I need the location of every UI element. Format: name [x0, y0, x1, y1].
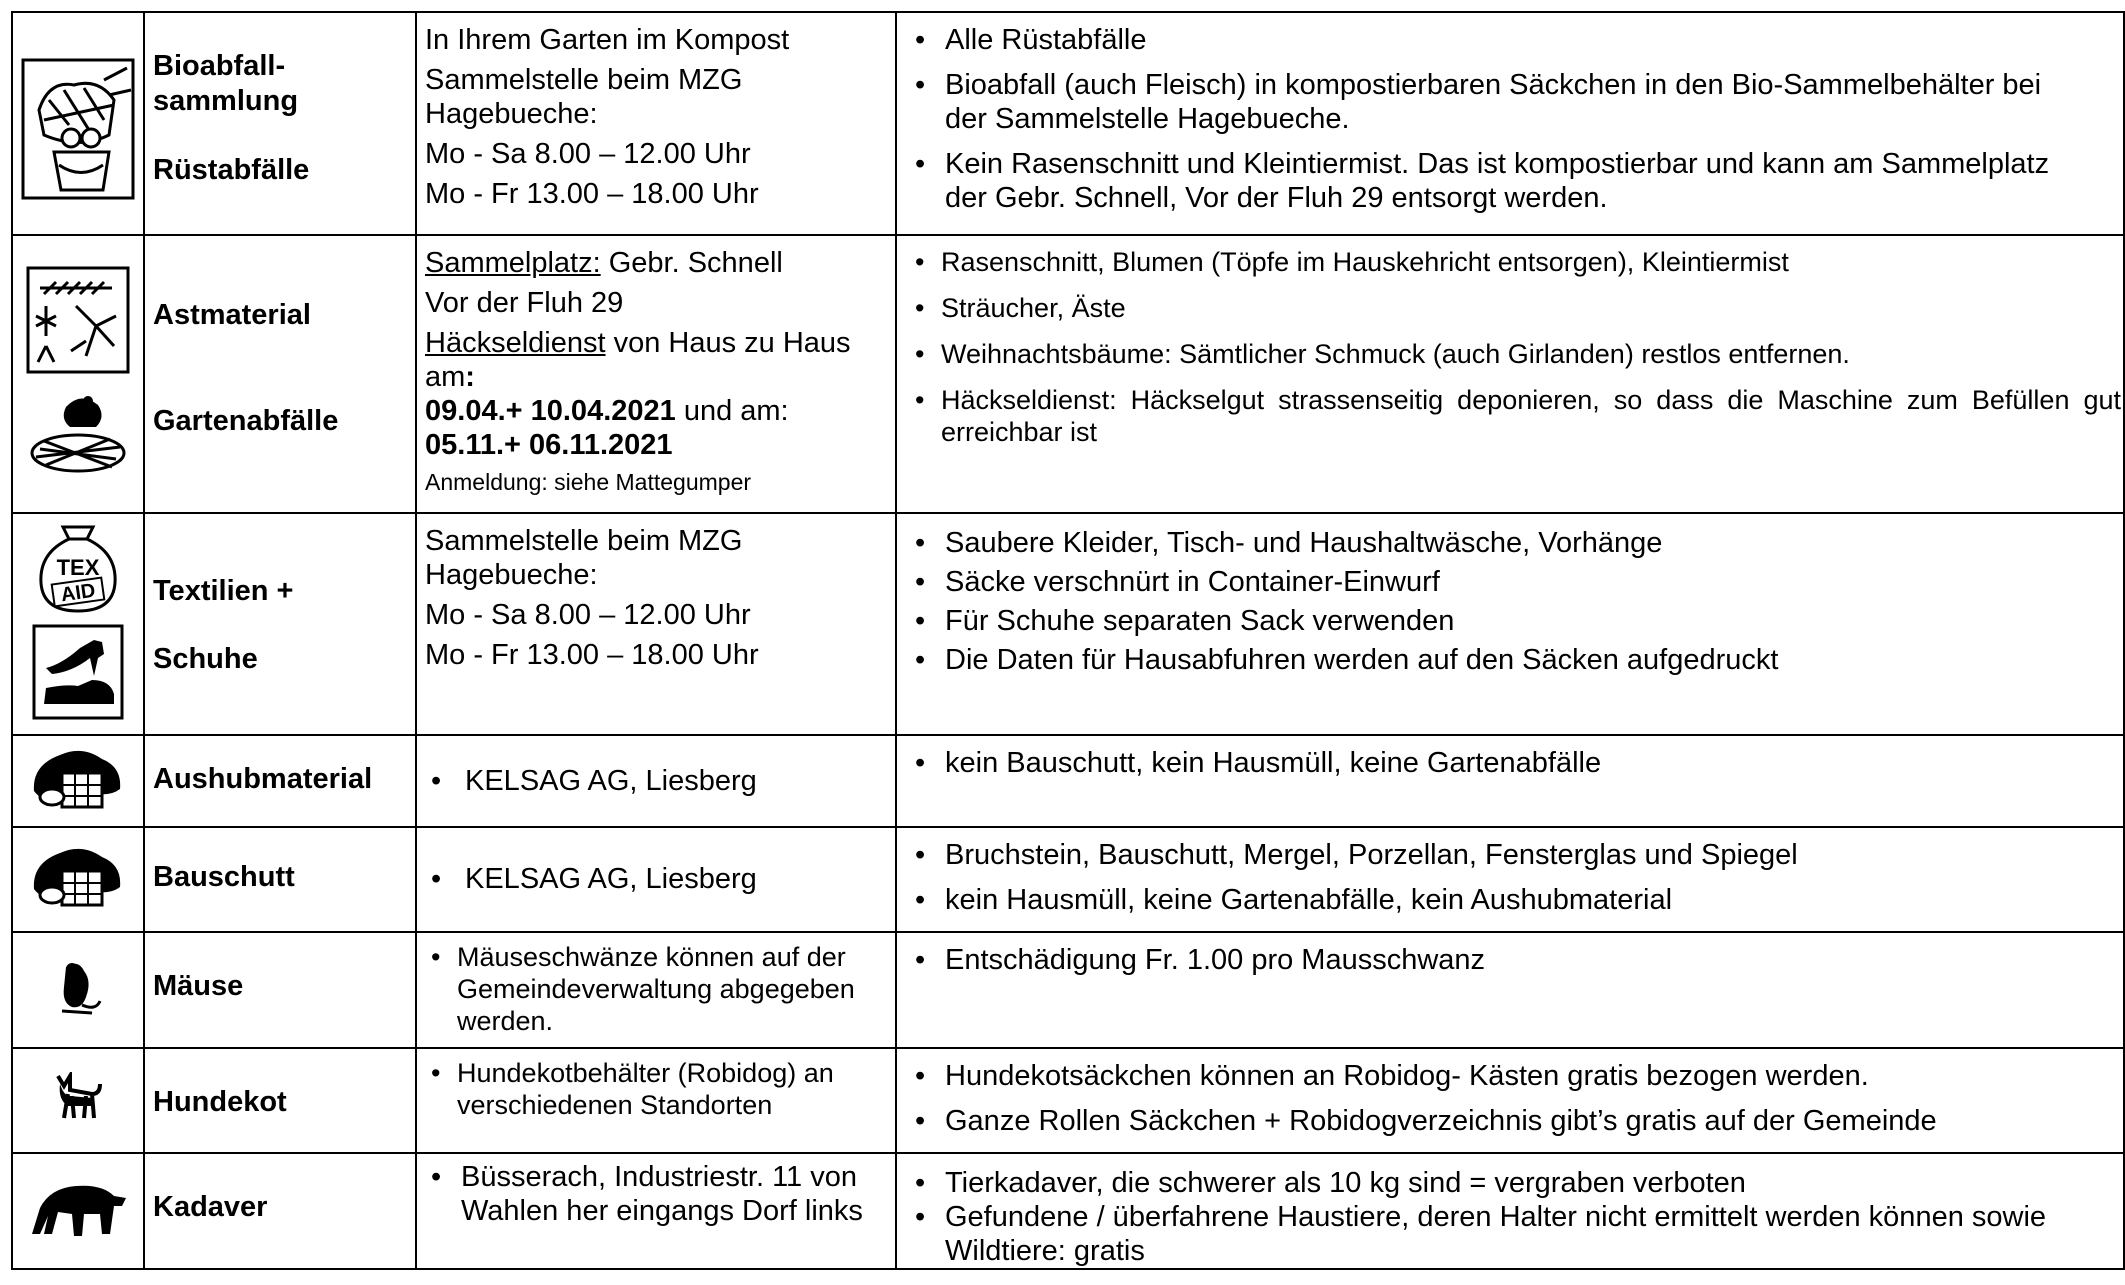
details-list — [909, 1166, 2123, 1268]
rubble-icon — [30, 843, 126, 911]
details-cell — [896, 1153, 2124, 1269]
details-cell — [896, 932, 2124, 1048]
category-title: Kadaver — [153, 1191, 268, 1223]
list-item: • Gefundene / überfahrene Haustiere, deren Halter nicht ermittelt werden können sowie Wildtiere: gratis — [909, 1200, 2123, 1268]
place-name: Gebr. Schnell — [600, 247, 783, 279]
location-text: In Ihrem Garten im Kompost — [425, 24, 790, 56]
dog-icon — [52, 1072, 104, 1124]
list-item: • Säcke verschnürt in Container-Einwurf — [909, 563, 2123, 602]
opening-hours: Mo - Sa 8.00 – 12.00 Uhr — [425, 599, 751, 631]
category-cell — [144, 1048, 416, 1153]
location-cell — [416, 235, 896, 513]
location-list — [425, 1057, 891, 1121]
list-item: • Saubere Kleider, Tisch- und Haushaltwäsche, Vorhänge — [909, 524, 2123, 563]
icon-cell — [12, 513, 144, 735]
details-cell — [896, 827, 2124, 932]
service-text — [425, 326, 891, 394]
category-cell — [144, 735, 416, 827]
category-line: Bioabfall- — [153, 50, 286, 82]
icon-cell — [12, 1153, 144, 1269]
rubble-icon — [30, 745, 126, 813]
table-row — [12, 12, 2124, 235]
location-list — [425, 862, 891, 896]
waste-disposal-table — [11, 11, 2125, 1270]
details-list — [909, 246, 2123, 448]
location-cell — [416, 12, 896, 235]
list-item: • Alle Rüstabfälle — [909, 23, 2123, 57]
icon-cell — [12, 827, 144, 932]
list-item: • Bioabfall (auch Fleisch) in kompostierbaren Säckchen in den Bio-Sammelbehälter bei der Sammelstelle Hagebueche. — [909, 68, 2123, 136]
list-item: • Häckseldienst: Häckselgut strassenseitig deponieren, so dass die Maschine zum Befüllen gut erreichbar ist — [909, 384, 2123, 448]
opening-hours: Mo - Fr 13.00 – 18.00 Uhr — [425, 639, 759, 671]
location-cell — [416, 1153, 896, 1269]
branches-icon — [26, 266, 130, 374]
category-line: Gartenabfälle — [153, 405, 339, 437]
category-cell — [144, 513, 416, 735]
and-text: und am: — [675, 395, 789, 427]
details-list — [909, 746, 2123, 780]
details-list — [909, 23, 2123, 215]
list-item: • Weihnachtsbäume: Sämtlicher Schmuck (auch Girlanden) restlos entfernen. — [909, 338, 2123, 370]
category-line: Rüstabfälle — [153, 154, 310, 186]
texaid-bag-icon — [33, 523, 123, 615]
location-cell — [416, 932, 896, 1048]
details-cell — [896, 235, 2124, 513]
category-title — [153, 514, 415, 677]
shoes-icon — [32, 624, 124, 720]
details-list — [909, 943, 2123, 977]
category-line: Textilien + — [153, 575, 294, 607]
category-cell — [144, 827, 416, 932]
compost-bin-icon — [19, 40, 137, 202]
table-row — [12, 827, 2124, 932]
location-cell — [416, 513, 896, 735]
category-title: Hundekot — [153, 1086, 287, 1118]
table-row — [12, 1048, 2124, 1153]
list-item: • Tierkadaver, die schwerer als 10 kg sind = vergraben verboten — [909, 1166, 2123, 1200]
category-line: Schuhe — [153, 643, 258, 675]
place-label: Sammelplatz: — [425, 247, 601, 279]
location-text: Hagebueche: — [425, 559, 598, 591]
icon-cell — [12, 735, 144, 827]
service-rest: von Haus zu Haus am — [425, 327, 851, 393]
location-list — [425, 941, 891, 1037]
category-title — [153, 13, 415, 188]
icon-cell — [12, 932, 144, 1048]
icon-cell — [12, 1048, 144, 1153]
category-title: Mäuse — [153, 970, 244, 1002]
service-colon: : — [465, 361, 475, 393]
category-line: sammlung — [153, 85, 299, 117]
list-item: • Mäuseschwänze können auf der Gemeindeverwaltung abgegeben werden. — [425, 941, 891, 1037]
location-text — [425, 246, 891, 280]
mouse-icon — [52, 957, 104, 1019]
list-item: • Sträucher, Äste — [909, 292, 2123, 324]
category-cell — [144, 932, 416, 1048]
icon-text: AID — [59, 579, 97, 607]
category-title: Aushubmaterial — [153, 763, 373, 795]
date-line — [425, 394, 891, 428]
list-item: • KELSAG AG, Liesberg — [425, 764, 891, 798]
list-item: • Entschädigung Fr. 1.00 pro Mausschwanz — [909, 943, 2123, 977]
address-text: Vor der Fluh 29 — [425, 287, 624, 319]
location-list — [425, 764, 891, 798]
location-cell — [416, 1048, 896, 1153]
location-text: Sammelstelle beim MZG — [425, 525, 743, 557]
service-date: 05.11.+ 06.11.2021 — [425, 429, 673, 461]
list-item: • Ganze Rollen Säckchen + Robidogverzeichnis gibt’s gratis auf der Gemeinde — [909, 1104, 2123, 1138]
service-date: 09.04.+ 10.04.2021 — [425, 395, 676, 427]
details-list — [909, 1059, 2123, 1138]
details-cell — [896, 513, 2124, 735]
service-label: Häckseldienst — [425, 327, 606, 359]
category-title — [153, 236, 415, 439]
list-item: • kein Bauschutt, kein Hausmüll, keine Gartenabfälle — [909, 746, 2123, 780]
icon-cell — [12, 12, 144, 235]
details-cell — [896, 735, 2124, 827]
category-line: Astmaterial — [153, 299, 311, 331]
table-row — [12, 932, 2124, 1048]
icon-text: TEX — [56, 555, 100, 580]
category-cell — [144, 1153, 416, 1269]
list-item: • Für Schuhe separaten Sack verwenden — [909, 602, 2123, 641]
list-item: • Hundekotsäckchen können an Robidog- Kästen gratis bezogen werden. — [909, 1059, 2123, 1093]
list-item: • kein Hausmüll, keine Gartenabfälle, kein Aushubmaterial — [909, 883, 2123, 917]
opening-hours: Mo - Sa 8.00 – 12.00 Uhr — [425, 138, 751, 170]
list-item: • Kein Rasenschnitt und Kleintiermist. Das ist kompostierbar und kann am Sammelplatz der Gebr. Schnell, Vor der Fluh 29 entsorgt werden. — [909, 147, 2123, 215]
list-item: • Die Daten für Hausabfuhren werden auf den Säcken aufgedruckt — [909, 641, 2123, 680]
registration-note: Anmeldung: siehe Mattegumper — [425, 469, 752, 495]
garden-waste-icon — [26, 387, 130, 477]
list-item: • Büsserach, Industriestr. 11 von Wahlen her eingangs Dorf links — [425, 1160, 891, 1228]
table-row — [12, 1153, 2124, 1269]
table-row — [12, 513, 2124, 735]
list-item: • Rasenschnitt, Blumen (Töpfe im Hauskehricht entsorgen), Kleintiermist — [909, 246, 2123, 278]
details-cell — [896, 1048, 2124, 1153]
animal-carcass-icon — [26, 1178, 130, 1240]
location-list — [425, 1160, 891, 1228]
list-item: • Hundekotbehälter (Robidog) an verschiedenen Standorten — [425, 1057, 891, 1121]
category-cell — [144, 235, 416, 513]
list-item: • Bruchstein, Bauschutt, Mergel, Porzellan, Fensterglas und Spiegel — [909, 838, 2123, 872]
category-title: Bauschutt — [153, 861, 295, 893]
details-list — [909, 838, 2123, 917]
details-list — [909, 524, 2123, 680]
location-cell — [416, 827, 896, 932]
table-row — [12, 735, 2124, 827]
list-item: • KELSAG AG, Liesberg — [425, 862, 891, 896]
table-row — [12, 235, 2124, 513]
details-cell — [896, 12, 2124, 235]
location-text: Sammelstelle beim MZG — [425, 64, 743, 96]
opening-hours: Mo - Fr 13.00 – 18.00 Uhr — [425, 178, 759, 210]
location-cell — [416, 735, 896, 827]
category-cell — [144, 12, 416, 235]
location-text: Hagebueche: — [425, 98, 598, 130]
icon-cell — [12, 235, 144, 513]
